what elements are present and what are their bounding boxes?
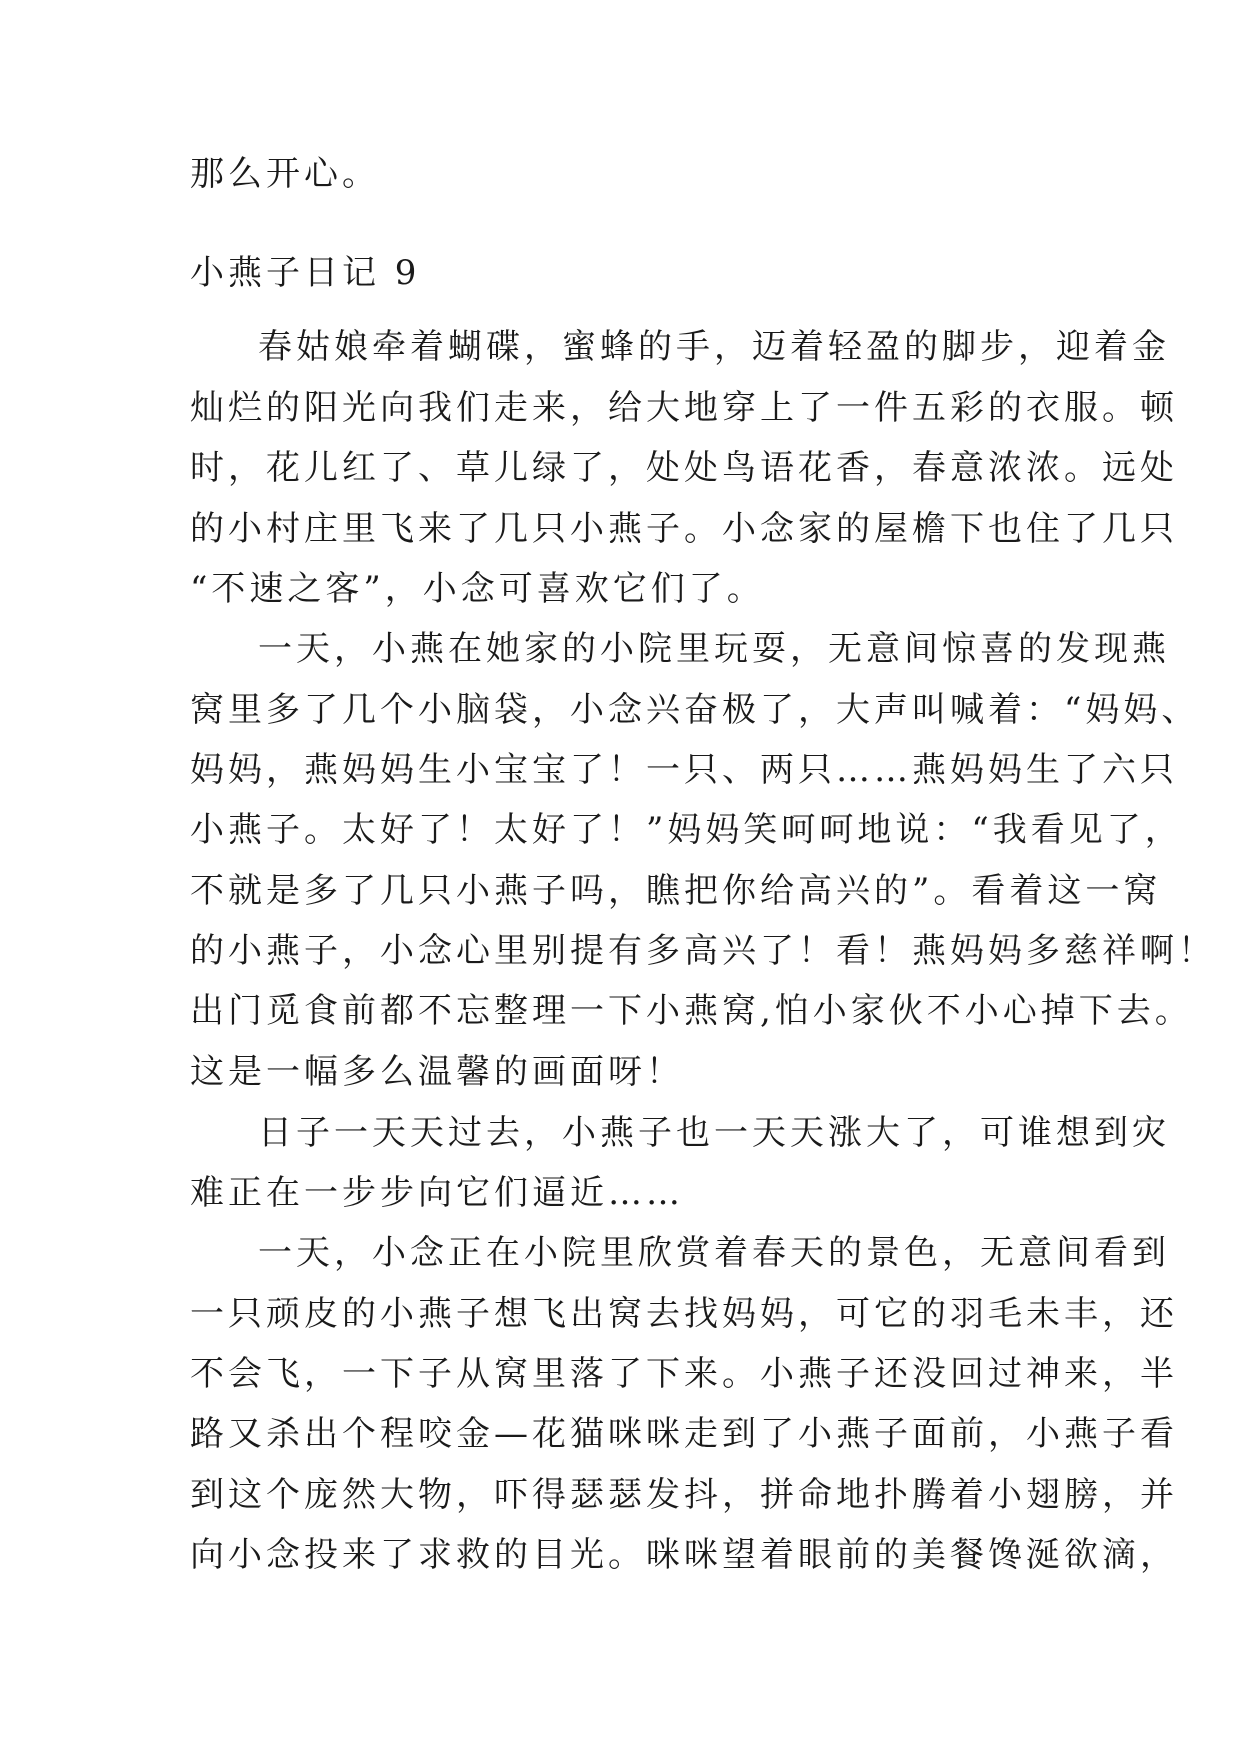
paragraph-line: 难正在一步步向它们逼近……: [190, 1173, 684, 1213]
paragraph-line: 不就是多了几只小燕子吗，瞧把你给高兴的”。看着这一窝: [190, 871, 1162, 911]
paragraph-line: 的小燕子，小念心里别提有多高兴了！看！燕妈妈多慈祥啊！: [190, 931, 1216, 971]
paragraph-line: 的小村庄里飞来了几只小燕子。小念家的屋檐下也住了几只: [190, 509, 1178, 549]
paragraph-line: 不会飞，一下子从窝里落了下来。小燕子还没回过神来，半: [190, 1354, 1178, 1394]
paragraph-line: “不速之客”，小念可喜欢它们了。: [190, 569, 765, 609]
intro-tail-line: 那么开心。: [190, 154, 380, 194]
paragraph-line: 日子一天天过去，小燕子也一天天涨大了，可谁想到灾: [258, 1113, 1170, 1153]
paragraph-line: 春姑娘牵着蝴碟，蜜蜂的手，迈着轻盈的脚步，迎着金: [258, 327, 1170, 367]
paragraph-line: 到这个庞然大物，吓得瑟瑟发抖，拼命地扑腾着小翅膀，并: [190, 1475, 1178, 1515]
paragraph-line: 灿烂的阳光向我们走来，给大地穿上了一件五彩的衣服。顿: [190, 388, 1178, 428]
paragraph-line: 一天，小念正在小院里欣赏着春天的景色，无意间看到: [258, 1233, 1170, 1273]
paragraph-line: 一只顽皮的小燕子想飞出窝去找妈妈，可它的羽毛未丰，还: [190, 1294, 1178, 1334]
paragraph-line: 出门觅食前都不忘整理一下小燕窝,怕小家伙不小心掉下去。: [190, 991, 1193, 1031]
section-title: 小燕子日记 9: [190, 253, 421, 293]
paragraph-line: 妈妈，燕妈妈生小宝宝了！一只、两只……燕妈妈生了六只: [190, 750, 1178, 790]
paragraph-line: 一天，小燕在她家的小院里玩耍，无意间惊喜的发现燕: [258, 629, 1170, 669]
paragraph-line: 路又杀出个程咬金—花猫咪咪走到了小燕子面前，小燕子看: [190, 1414, 1178, 1454]
paragraph-line: 窝里多了几个小脑袋，小念兴奋极了，大声叫喊着：“妈妈、: [190, 690, 1200, 730]
paragraph-line: 时，花儿红了、草儿绿了，处处鸟语花香，春意浓浓。远处: [190, 448, 1178, 488]
paragraph-line: 向小念投来了求救的目光。咪咪望着眼前的美餐馋涎欲滴，: [190, 1535, 1178, 1575]
paragraph-line: 小燕子。太好了！太好了！”妈妈笑呵呵地说：“我看见了，: [190, 810, 1183, 850]
paragraph-line: 这是一幅多么温馨的画面呀！: [190, 1052, 684, 1092]
